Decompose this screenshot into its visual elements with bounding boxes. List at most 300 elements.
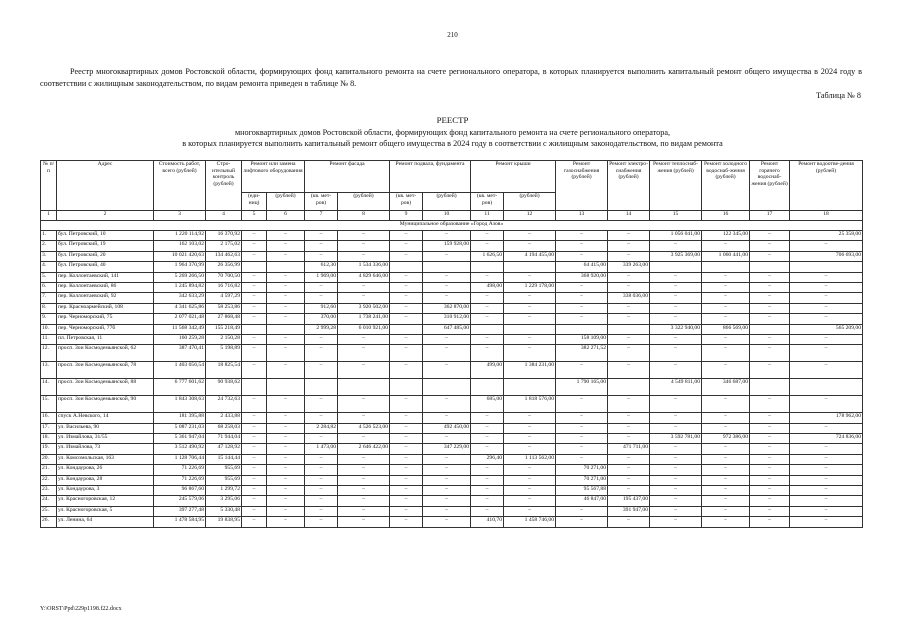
gas-cell: 368 920,00 [556,272,608,282]
column-numbers-row [41,211,863,221]
heat-cell: – [650,413,702,423]
row-number: 5. [41,272,57,282]
address-cell: спуск А.Невского, 14 [57,413,154,423]
gas-cell: – [556,293,608,303]
registry-title: РЕЕСТР [436,115,469,125]
elevator-rub-cell: – [267,486,305,496]
roof-rub-cell: – [504,303,556,313]
cost-cell: 342 633,29 [154,293,206,303]
row-number: 2. [41,241,57,251]
control-cell: 3 295,06 [206,496,242,506]
cold-water-cell [702,262,750,272]
header-cold-water: Ремонт холодного водоснаб-жения (рублей) [702,161,750,211]
column-number: 7 [305,211,338,221]
basement-rub-cell: – [423,517,471,527]
gas-cell [556,324,608,334]
heat-cell: – [650,282,702,292]
heat-cell: – [650,241,702,251]
roof-rub-cell: 1 818 576,00 [504,396,556,413]
basement-sqm-cell: – [390,334,423,344]
roof-rub-cell: – [504,486,556,496]
elevator-units-cell: – [242,362,267,379]
table-row [41,396,863,413]
hot-water-cell: – [750,454,790,464]
facade-rub-cell: 2 646 422,00 [338,444,390,454]
control-cell: 16 370,92 [206,231,242,241]
page-number: 210 [447,31,458,39]
basement-rub-cell: – [423,282,471,292]
roof-sqm-cell: – [471,293,504,303]
table-row [41,475,863,485]
roof-sqm-cell: – [471,434,504,444]
control-cell: 90 938,62 [206,379,242,396]
elevator-units-cell: – [242,475,267,485]
heat-cell: 3 925 369,00 [650,251,702,261]
cold-water-cell: – [702,506,750,516]
row-number: 3. [41,251,57,261]
facade-sqm-cell: – [305,475,338,485]
cold-water-cell: – [702,413,750,423]
gas-cell: – [556,506,608,516]
hot-water-cell: – [750,345,790,362]
gas-cell: 1 790 165,00 [556,379,608,396]
heat-cell: – [650,303,702,313]
roof-rub-cell: – [504,496,556,506]
cost-cell: 1 843 308,63 [154,396,206,413]
basement-rub-cell: – [423,345,471,362]
column-number: 18 [790,211,863,221]
cost-cell: 96 867,60 [154,486,206,496]
cold-water-cell: – [702,486,750,496]
roof-rub-cell: – [504,506,556,516]
cost-cell: 10 021 420,63 [154,251,206,261]
facade-rub-cell: – [338,345,390,362]
header-sewer: Ремонт водоотве-дения (рублей) [790,161,863,211]
elevator-rub-cell: – [267,517,305,527]
cold-water-cell: – [702,345,750,362]
gas-cell: 158 109,00 [556,334,608,344]
header-construction-control: Стро-ительный контроль (рублей) [206,161,242,211]
gas-cell: – [556,517,608,527]
address-cell: бул. Петровский, 10 [57,231,154,241]
basement-sqm-cell: – [390,303,423,313]
basement-sqm-cell: – [390,251,423,261]
cold-water-cell: – [702,517,750,527]
section-title: Муниципальное образование «Город Азов» [41,221,863,231]
elevator-units-cell: – [242,434,267,444]
sewer-cell: – [790,506,863,516]
basement-sqm-cell [390,262,423,272]
facade-sqm-cell: – [305,345,338,362]
cost-cell: 181 395,88 [154,413,206,423]
table-label: Таблица № 8 [816,91,861,100]
elevator-rub-cell [267,324,305,334]
elevator-units-cell: – [242,465,267,475]
facade-rub-cell: – [338,413,390,423]
control-cell: 2 433,88 [206,413,242,423]
elevator-units-cell: – [242,345,267,362]
basement-sqm-cell: – [390,465,423,475]
elevator-rub-cell: – [267,293,305,303]
facade-sqm-cell: – [305,506,338,516]
sewer-cell: – [790,334,863,344]
hot-water-cell: – [750,465,790,475]
row-number: 19. [41,444,57,454]
basement-rub-cell: – [423,293,471,303]
cost-cell: 1 964 370,99 [154,262,206,272]
header-basement: Ремонт подвала, фундамента [390,161,471,193]
facade-rub-cell: – [338,231,390,241]
facade-sqm-cell: – [305,293,338,303]
subheader-sqm: (кв. мет-ров) [471,193,504,211]
sewer-cell: – [790,345,863,362]
cold-water-cell: – [702,362,750,379]
heat-cell: – [650,423,702,433]
row-number: 6. [41,282,57,292]
facade-rub-cell: 6 010 921,00 [338,324,390,334]
row-number: 23. [41,486,57,496]
row-number: 4. [41,262,57,272]
row-number: 25. [41,506,57,516]
address-cell: бул. Петровский, 19 [57,241,154,251]
subheader-rub: (рублей) [504,193,556,211]
roof-sqm-cell: 296,40 [471,454,504,464]
cold-water-cell: 346 687,00 [702,379,750,396]
basement-rub-cell: – [423,334,471,344]
electric-cell: – [608,251,650,261]
elevator-rub-cell: – [267,272,305,282]
facade-rub-cell: – [338,334,390,344]
hot-water-cell: – [750,251,790,261]
control-cell: 58 253,86 [206,303,242,313]
hot-water-cell: – [750,362,790,379]
table-row [41,454,863,464]
cost-cell: 71 226,69 [154,465,206,475]
basement-rub-cell [423,379,471,396]
hot-water-cell: – [750,486,790,496]
sewer-cell: – [790,396,863,413]
hot-water-cell: – [750,496,790,506]
table-row [41,303,863,313]
hot-water-cell: – [750,282,790,292]
facade-rub-cell: – [338,434,390,444]
elevator-units-cell [242,379,267,396]
facade-rub-cell: – [338,517,390,527]
electric-cell [608,324,650,334]
electric-cell: – [608,454,650,464]
roof-rub-cell: – [504,293,556,303]
control-cell: 4 597,29 [206,293,242,303]
heat-cell [650,262,702,272]
facade-sqm-cell: – [305,396,338,413]
roof-sqm-cell: – [471,303,504,313]
gas-cell: – [556,434,608,444]
sewer-cell: – [790,241,863,251]
address-cell: просп. Зои Космодемьянской, 90 [57,396,154,413]
heat-cell: – [650,314,702,324]
basement-rub-cell: 347 229,00 [423,444,471,454]
cold-water-cell: – [702,465,750,475]
facade-rub-cell: 4 829 646,00 [338,272,390,282]
basement-rub-cell: 159 928,00 [423,241,471,251]
heat-cell: 1 056 041,00 [650,231,702,241]
cost-cell: 3 512 490,92 [154,444,206,454]
address-cell: пер. Красноармейский, 108 [57,303,154,313]
hot-water-cell [750,324,790,334]
elevator-rub-cell: – [267,434,305,444]
gas-cell: – [556,231,608,241]
hot-water-cell: – [750,434,790,444]
sewer-cell: 25 358,00 [790,231,863,241]
registry-subtitle-line-1: многоквартирных домов Ростовской области, формирующих фонд капитального ремонта на счете регионального оператора, [234,128,671,137]
cost-cell: 397 277,48 [154,506,206,516]
basement-rub-cell: – [423,272,471,282]
column-number: 17 [750,211,790,221]
address-cell: ул. Красногоровская, 12 [57,496,154,506]
roof-sqm-cell: 499,00 [471,362,504,379]
cost-cell: 245 579,06 [154,496,206,506]
hot-water-cell: – [750,241,790,251]
roof-sqm-cell: – [471,272,504,282]
basement-rub-cell: 492 450,00 [423,423,471,433]
sewer-cell: – [790,454,863,464]
control-cell: 5 198,89 [206,345,242,362]
cost-cell: 11 568 342,49 [154,324,206,334]
basement-sqm-cell: – [390,496,423,506]
gas-cell: – [556,241,608,251]
roof-rub-cell: – [504,334,556,344]
control-cell: 155 218,49 [206,324,242,334]
table-row [41,362,863,379]
facade-sqm-cell: – [305,517,338,527]
row-number: 1. [41,231,57,241]
sewer-cell: 178 962,00 [790,413,863,423]
address-cell: ул. Измайлова, 31/55 [57,434,154,444]
elevator-rub-cell: – [267,251,305,261]
address-cell: ул. Измайлова, 73 [57,444,154,454]
header-heat: Ремонт теплоснаб-жения (рублей) [650,161,702,211]
table-row [41,465,863,475]
roof-rub-cell [504,379,556,396]
subheader-rub: (рублей) [267,193,305,211]
registry-table [40,160,863,528]
basement-sqm-cell: – [390,413,423,423]
table-row [41,517,863,527]
column-number: 9 [390,211,423,221]
table-row [41,444,863,454]
sewer-cell: – [790,314,863,324]
facade-rub-cell: – [338,465,390,475]
row-number: 8. [41,303,57,313]
hot-water-cell: – [750,423,790,433]
row-number: 18. [41,434,57,444]
control-cell: 2 150,28 [206,334,242,344]
intro-paragraph: Реестр многоквартирных домов Ростовской области, формирующих фонд капитального ремонта на счете регионального оператора, в которых планируется выполнить капитальный ремонт общего имущества в 2024 году в соответствии с жилищным законодательством, по видам ремонта приведен в таблице № 8. [40,67,862,88]
electric-cell: – [608,334,650,344]
basement-sqm-cell: – [390,345,423,362]
facade-sqm-cell: – [305,231,338,241]
address-cell: ул. Кондаурова, 3 [57,486,154,496]
table-body [41,231,863,528]
roof-rub-cell: – [504,475,556,485]
column-number: 15 [650,211,702,221]
header-address: Адрес [57,161,154,211]
elevator-rub-cell: – [267,444,305,454]
header-no: № п/п [41,161,57,211]
hot-water-cell: – [750,444,790,454]
cold-water-cell: – [702,475,750,485]
cost-cell: 1 245 894,82 [154,282,206,292]
basement-sqm-cell: – [390,362,423,379]
heat-cell: – [650,334,702,344]
basement-sqm-cell: – [390,231,423,241]
basement-sqm-cell [390,379,423,396]
column-number: 8 [338,211,390,221]
roof-rub-cell: – [504,241,556,251]
roof-rub-cell: – [504,465,556,475]
hot-water-cell: – [750,272,790,282]
gas-cell: – [556,413,608,423]
address-cell: ул. Кондаурова, 26 [57,465,154,475]
cold-water-cell: – [702,314,750,324]
sewer-cell: – [790,282,863,292]
control-cell: 47 128,92 [206,444,242,454]
basement-sqm-cell: – [390,486,423,496]
electric-cell: – [608,303,650,313]
roof-sqm-cell: – [471,241,504,251]
roof-sqm-cell: – [471,496,504,506]
roof-rub-cell [504,324,556,334]
facade-rub-cell: – [338,362,390,379]
basement-rub-cell: – [423,434,471,444]
cost-cell: 5 269 266,50 [154,272,206,282]
facade-rub-cell: – [338,282,390,292]
gas-cell: 70 271,00 [556,465,608,475]
cold-water-cell: – [702,303,750,313]
roof-sqm-cell [471,324,504,334]
row-number: 9. [41,314,57,324]
electric-cell: 195 437,00 [608,496,650,506]
header-elevator: Ремонт или замена лифтового оборудования [242,161,305,193]
gas-cell: – [556,444,608,454]
elevator-units-cell: – [242,423,267,433]
sewer-cell: – [790,423,863,433]
basement-rub-cell: – [423,231,471,241]
elevator-rub-cell: – [267,396,305,413]
cost-cell: 1 403 056,54 [154,362,206,379]
electric-cell: – [608,475,650,485]
elevator-rub-cell: – [267,282,305,292]
facade-rub-cell: 1 738 241,00 [338,314,390,324]
address-cell: пер. Коллонтаевский, 92 [57,293,154,303]
facade-rub-cell: 4 526 523,00 [338,423,390,433]
heat-cell: – [650,396,702,413]
facade-sqm-cell: – [305,362,338,379]
basement-sqm-cell: – [390,314,423,324]
facade-sqm-cell: 612,30 [305,262,338,272]
elevator-rub-cell: – [267,314,305,324]
address-cell: бул. Петровский, 20 [57,251,154,261]
basement-sqm-cell: – [390,293,423,303]
facade-sqm-cell: – [305,496,338,506]
basement-rub-cell: 647 485,00 [423,324,471,334]
subheader-sqm: (кв. мет-ров) [305,193,338,211]
basement-rub-cell: – [423,486,471,496]
gas-cell: – [556,454,608,464]
address-cell: ул. Ленина, 64 [57,517,154,527]
table-row [41,293,863,303]
roof-rub-cell: – [504,345,556,362]
control-cell: 134 462,63 [206,251,242,261]
column-number: 16 [702,211,750,221]
facade-sqm-cell: 1 969,00 [305,272,338,282]
elevator-units-cell: – [242,293,267,303]
facade-sqm-cell: – [305,454,338,464]
roof-rub-cell [504,262,556,272]
column-number: 1 [41,211,57,221]
cold-water-cell: 972 386,00 [702,434,750,444]
elevator-rub-cell: – [267,454,305,464]
control-cell: 5 330,48 [206,506,242,516]
electric-cell: 339 263,00 [608,262,650,272]
heat-cell: – [650,444,702,454]
heat-cell: – [650,362,702,379]
basement-rub-cell: – [423,251,471,261]
elevator-rub-cell: – [267,413,305,423]
cost-cell: 4 341 625,86 [154,303,206,313]
heat-cell: – [650,486,702,496]
table-row [41,423,863,433]
row-number: 17. [41,423,57,433]
elevator-units-cell: – [242,396,267,413]
facade-rub-cell: 3 920 502,00 [338,303,390,313]
header-cost: Стоимость работ, всего (рублей) [154,161,206,211]
sewer-cell: – [790,362,863,379]
sewer-cell: – [790,465,863,475]
facade-rub-cell: – [338,251,390,261]
sewer-cell: – [790,496,863,506]
table-row [41,314,863,324]
cold-water-cell: 1 060 441,00 [702,251,750,261]
row-number: 26. [41,517,57,527]
elevator-rub-cell: – [267,231,305,241]
table-row [41,282,863,292]
table-row [41,324,863,334]
basement-rub-cell: – [423,475,471,485]
cold-water-cell: – [702,496,750,506]
basement-sqm-cell: – [390,454,423,464]
table-row [41,262,863,272]
elevator-units-cell: – [242,303,267,313]
heat-cell: – [650,517,702,527]
elevator-units-cell: – [242,517,267,527]
roof-sqm-cell: – [471,486,504,496]
hot-water-cell [750,379,790,396]
facade-rub-cell: – [338,241,390,251]
facade-sqm-cell: 2 999,28 [305,324,338,334]
cost-cell: 6 777 601,62 [154,379,206,396]
facade-rub-cell: – [338,506,390,516]
hot-water-cell: – [750,314,790,324]
cold-water-cell: – [702,293,750,303]
roof-rub-cell: – [504,272,556,282]
electric-cell: – [608,434,650,444]
column-number: 5 [242,211,267,221]
sewer-cell: 724 836,00 [790,434,863,444]
sewer-cell: – [790,444,863,454]
elevator-units-cell [242,324,267,334]
column-number: 10 [423,211,471,221]
